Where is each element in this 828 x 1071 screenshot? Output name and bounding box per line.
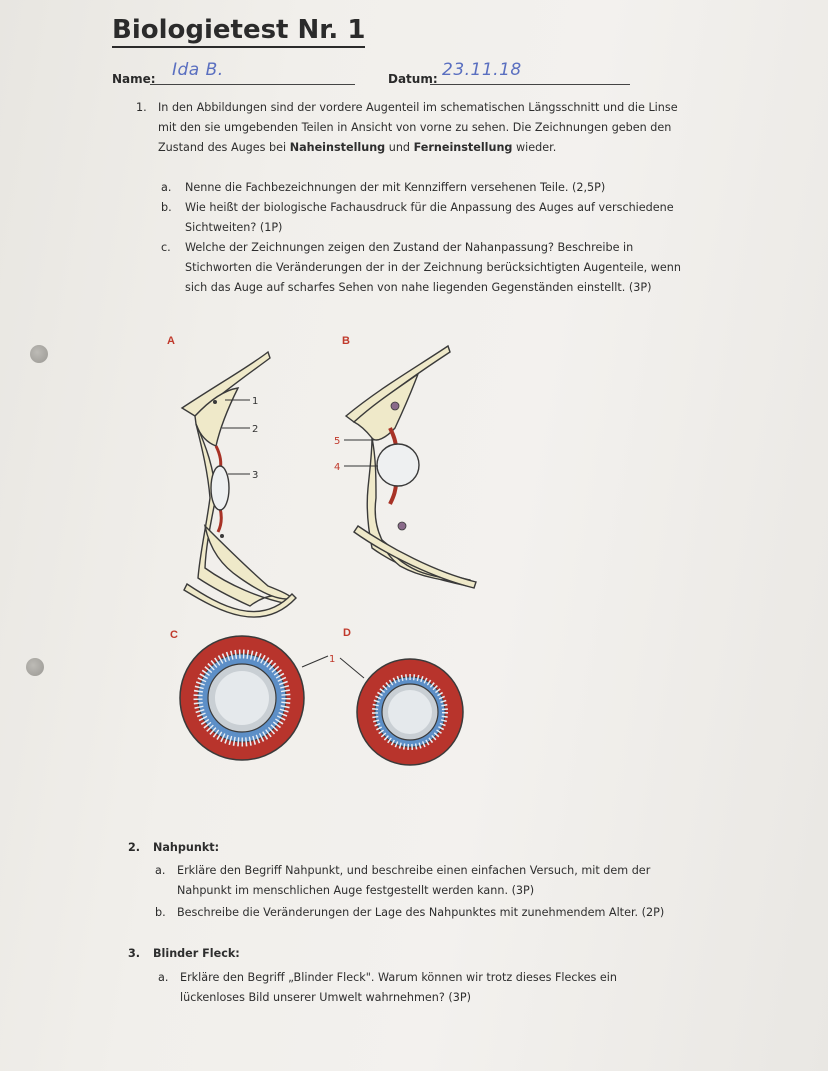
text-run: wieder. — [512, 141, 557, 154]
subquestion-marker: b. — [161, 201, 172, 214]
question-2a — [177, 861, 737, 901]
punch-hole — [26, 658, 44, 676]
leader-line-1-d — [340, 658, 364, 678]
ciliary-muscle — [398, 522, 406, 530]
keyword-naheinstellung: Naheinstellung — [289, 141, 386, 154]
text-run: Zustand des Auges bei — [158, 141, 290, 154]
question-1c — [185, 238, 725, 298]
figure-label-a: A — [167, 335, 175, 347]
part-number-4: 4 — [334, 462, 341, 473]
date-value: 23.11.18 — [442, 60, 522, 80]
lens-b — [377, 444, 419, 486]
eye-section-b — [334, 346, 476, 588]
question-2-title: Nahpunkt: — [153, 841, 220, 854]
eye-section-a — [182, 352, 296, 617]
leader-line-1-d — [302, 656, 328, 667]
subquestion-marker: b. — [155, 906, 166, 919]
text-line: lückenloses Bild unserer Umwelt wahrnehmen? (3P) — [180, 991, 471, 1004]
figure-label-c: C — [170, 629, 178, 641]
subquestion-marker: a. — [155, 864, 166, 877]
question-2b: Beschreibe die Veränderungen der Lage des Nahpunktes mit zunehmendem Alter. (2P) — [177, 906, 665, 919]
eye-front-view-c — [180, 636, 304, 760]
text-line: Sichtweiten? (1P) — [185, 221, 283, 234]
figure-label-b: B — [342, 335, 350, 347]
text-line: sich das Auge auf scharfes Sehen von nahe liegenden Gegenständen einstellt. (3P) — [185, 281, 652, 294]
figure-label-d: D — [343, 627, 351, 639]
cornea-lower — [354, 526, 476, 588]
text-line: Nahpunkt im menschlichen Auge festgestellt werden kann. (3P) — [177, 884, 535, 897]
part-number-3: 3 — [252, 470, 259, 481]
question-3-title: Blinder Fleck: — [153, 947, 240, 960]
name-value: Ida B. — [172, 60, 224, 80]
text-line: Erkläre den Begriff „Blinder Fleck". Warum können wir trotz dieses Fleckes ein — [180, 971, 617, 984]
ciliary-muscle — [391, 402, 399, 410]
eye-front-view-d — [357, 659, 463, 765]
keyword-ferneinstellung: Ferneinstellung — [413, 141, 513, 154]
question-number: 3. — [128, 947, 141, 960]
date-label: Datum: — [388, 72, 438, 86]
text-line: Erkläre den Begriff Nahpunkt, und beschreibe einen einfachen Versuch, mit dem der — [177, 864, 651, 877]
question-1b — [185, 198, 715, 238]
text-line: Stichworten die Veränderungen der in der Zeichnung berücksichtigten Augenteile, wenn — [185, 261, 681, 274]
text-line — [158, 138, 718, 158]
lens-a — [211, 466, 229, 510]
name-label: Name: — [112, 72, 156, 86]
page-title: Biologietest Nr. 1 — [112, 16, 365, 48]
question-3a — [180, 968, 740, 1008]
question-1-intro — [158, 98, 718, 158]
part-number-1-d: 1 — [329, 654, 336, 665]
part-number-1: 1 — [252, 396, 259, 407]
ciliary-muscle-dot — [220, 534, 224, 538]
text-line: mit den sie umgebenden Teilen in Ansicht von vorne zu sehen. Die Zeichnungen geben den — [158, 121, 672, 134]
text-line: Welche der Zeichnungen zeigen den Zustand der Nahanpassung? Beschreibe in — [185, 241, 634, 254]
punch-hole — [30, 345, 48, 363]
lens-highlight — [388, 690, 432, 734]
subquestion-marker: a. — [161, 181, 172, 194]
text-line: In den Abbildungen sind der vordere Augenteil im schematischen Längsschnitt und die Linse — [158, 101, 678, 114]
ciliary-muscle-dot — [213, 400, 217, 404]
question-number: 2. — [128, 841, 141, 854]
subquestion-marker: a. — [158, 971, 169, 984]
lens-highlight — [215, 671, 269, 725]
subquestion-marker: c. — [161, 241, 171, 254]
question-number: 1. — [136, 101, 147, 114]
question-1a: Nenne die Fachbezeichnungen der mit Kennziffern versehenen Teile. (2,5P) — [185, 181, 606, 194]
zonule-fibers-lower — [218, 508, 221, 532]
ciliary-body-lower — [382, 540, 470, 581]
part-number-5: 5 — [334, 436, 341, 447]
text-line: Wie heißt der biologische Fachausdruck für die Anpassung des Auges auf verschiedene — [185, 201, 674, 214]
text-run: und — [385, 141, 414, 154]
eye-diagram-figure — [150, 328, 490, 768]
part-number-2: 2 — [252, 424, 259, 435]
